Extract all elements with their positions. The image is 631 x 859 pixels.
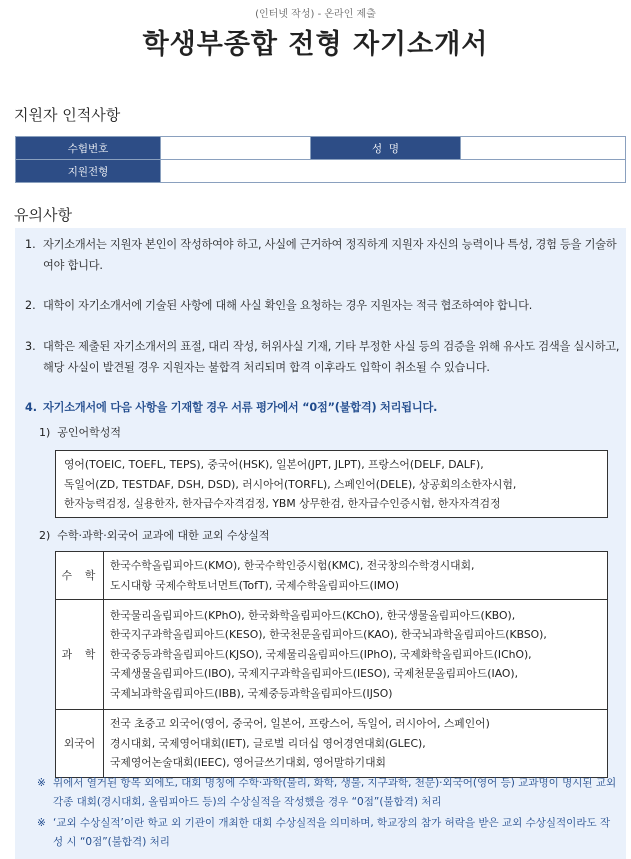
sub-heading-language: 1) 공인어학성적 [39,426,122,439]
notice-item-4: 4. 자기소개서에 다음 사항을 기재할 경우 서류 평가에서 “0점”(불합격) 처리됩니다. [25,401,438,414]
applicant-section-title: 지원자 인적사항 [14,106,121,124]
table-row [56,710,608,778]
notice-panel [15,228,626,859]
category-list: 한국물리올림피아드(KPhO), 한국화학올림피아드(KChO), 한국생물올림피아드(KBO), 한국지구과학올림피아드(KESO), 한국천문올림피아드(KAO), 한국뇌과학올림피아드(KBSO), 한국중등과학올림피아드(KJSO), 국제물리올림피아드(IPhO), 국제화학올림피아드(IChO), 국제생물올림피아드(IBO), 국제지구과학올림피아드(IESO), 국제천문올림피아드(IAO), 국제뇌과학올림피아드(IBB), 국제중등과학올림피아드(IJSO) [104,600,608,710]
notice-item-2: 2. 대학이 자기소개서에 기술된 사항에 대해 사실 확인을 요청하는 경우 지원자는 적극 협조하여야 합니다. [25,299,533,312]
category-language: 외국어 [56,710,104,778]
track-label: 지원전형 [16,160,161,183]
notice-item-1: 1. 자기소개서는 지원자 본인이 작성하여야 하고, 사실에 근거하여 정직하게 지원자 자신의 능력이나 특성, 경험 등을 기술하여야 합니다. [25,238,617,272]
category-math: 수 학 [56,552,104,600]
exam-no-field[interactable] [161,137,311,160]
category-list: 한국수학올림피아드(KMO), 한국수학인증시험(KMC), 전국창의수학경시대회, 도시대항 국제수학토너먼트(TofT), 국제수학올림피아드(IMO) [104,552,608,600]
language-line: 영어(TOEIC, TOEFL, TEPS), 중국어(HSK), 일본어(JPT, JLPT), 프랑스어(DELF, DALF), [64,458,484,471]
track-field[interactable] [161,160,626,183]
applicant-info-table [15,136,626,183]
footnote-2: ※ ‘교외 수상실적’이란 학교 외 기관이 개최한 대회 수상실적을 의미하며, 학교장의 참가 허락을 받은 교외 수상실적이라도 작성 시 “0점”(불합격) 처리 [37,817,611,848]
language-line: 독일어(ZD, TESTDAF, DSH, DSD), 러시아어(TORFL), 스페인어(DELE), 상공회의소한자시험, [64,477,517,491]
exam-no-label: 수험번호 [16,137,161,160]
name-field[interactable] [461,137,626,160]
top-note: (인터넷 작성) - 온라인 제출 [255,9,376,20]
awards-table [55,551,608,778]
name-label: 성 명 [311,137,461,160]
page-title: 학생부종합 전형 자기소개서 [142,29,489,60]
language-line: 한자능력검정, 실용한자, 한자급수자격검정, YBM 상무한검, 한자급수인증시험, 한자자격검정 [64,497,501,510]
table-row [56,600,608,710]
language-tests-box [55,450,608,518]
category-list: 전국 초중고 외국어(영어, 중국어, 일본어, 프랑스어, 독일어, 러시아어, 스페인어) 경시대회, 국제영어대회(IET), 글로벌 리더십 영어경연대회(GLEC), 국제영어논술대회(IEEC), 영어글쓰기대회, 영어말하기대회 [104,710,608,778]
table-row [56,552,608,600]
notice-item-3: 3. 대학은 제출된 자기소개서의 표절, 대리 작성, 허위사실 기재, 기타 부정한 사실 등의 검증을 위해 유사도 검색을 실시하고, 해당 사실이 발견될 경우 지원자는 불합격 처리되며 합격 이후라도 입학이 취소될 수 있습니다. [25,340,620,374]
sub-heading-awards: 2) 수학·과학·외국어 교과에 대한 교외 수상실적 [39,529,270,542]
footnote-1: ※ 위에서 열거된 항목 외에도, 대회 명칭에 수학·과학(물리, 화학, 생물, 지구과학, 천문)·외국어(영어 등) 교과명이 명시된 교외 각종 대회(경시대회, 올림피아드 등)의 수상실적을 작성했을 경우 “0점”(불합격) 처리 [37,777,617,808]
notice-section-title: 유의사항 [14,206,72,224]
category-science: 과 학 [56,600,104,710]
